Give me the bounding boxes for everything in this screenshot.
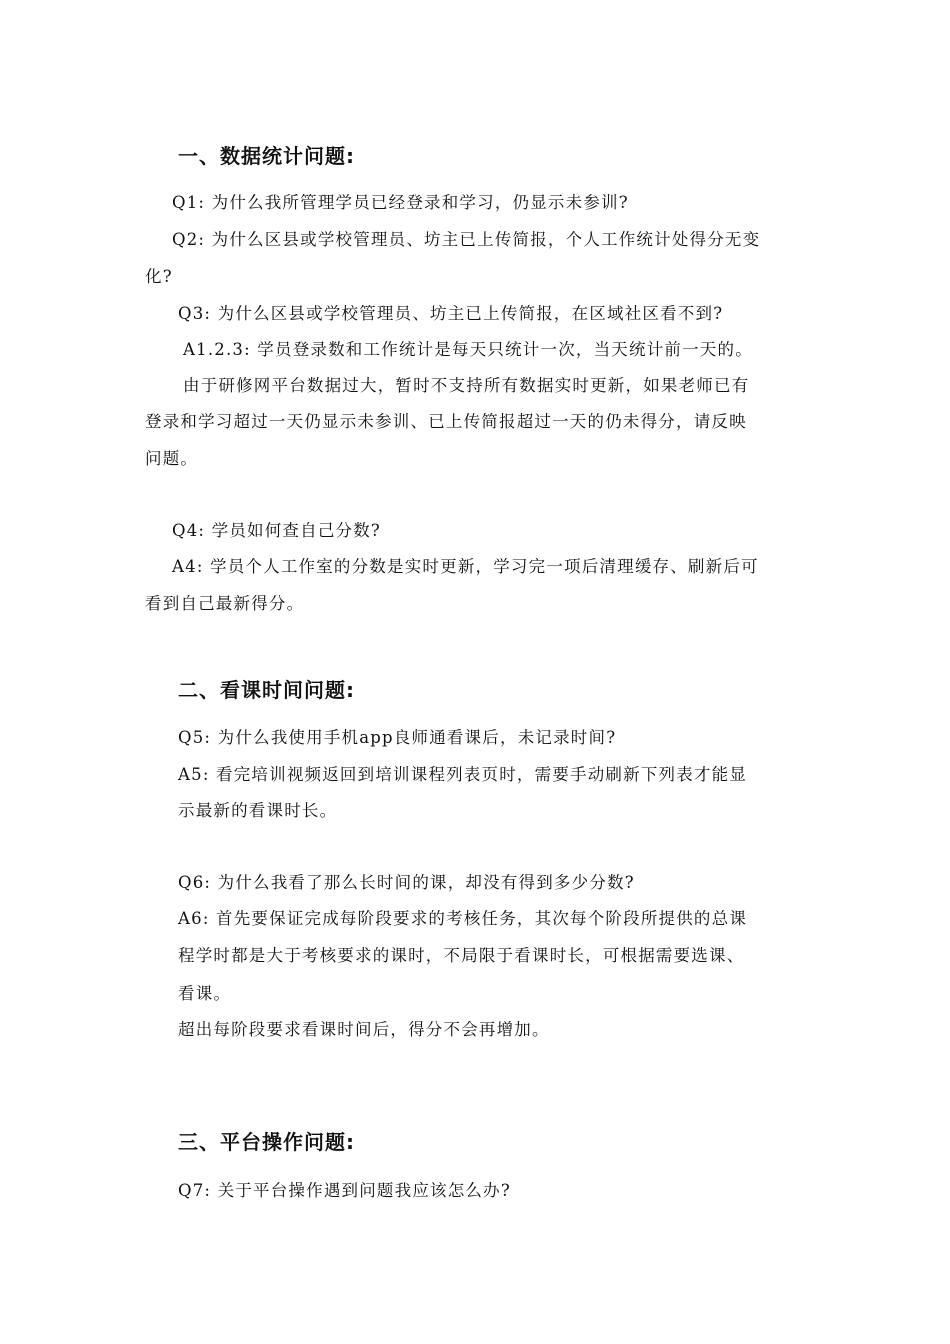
answer-a123-para-line1: 由于研修网平台数据过大，暂时不支持所有数据实时更新，如果老师已有 (183, 376, 750, 395)
answer-a4-line1: A4: 学员个人工作室的分数是实时更新，学习完一项后清理缓存、刷新后可 (172, 557, 759, 576)
question-q6: Q6: 为什么我看了那么长时间的课，却没有得到多少分数? (178, 873, 635, 892)
question-q4: Q4: 学员如何查自己分数? (172, 521, 381, 540)
question-q2-line1: Q2: 为什么区县或学校管理员、坊主已上传简报，个人工作统计处得分无变 (172, 230, 761, 249)
question-q2-line2: 化? (145, 267, 173, 286)
section-heading-platform-operation: 三、平台操作问题: (178, 1130, 355, 1154)
question-q7: Q7: 关于平台操作遇到问题我应该怎么办? (178, 1181, 511, 1200)
answer-a6-line1: A6: 首先要保证完成每阶段要求的考核任务，其次每个阶段所提供的总课 (178, 909, 748, 928)
answer-a123-para-line2: 登录和学习超过一天仍显示未参训、已上传简报超过一天的仍未得分，请反映 (145, 412, 747, 431)
answer-a6-line3: 看课。 (178, 984, 232, 1003)
answer-a5-line2: 示最新的看课时长。 (178, 801, 338, 820)
section-heading-course-time: 二、看课时间问题: (178, 678, 355, 702)
answer-a4-line2: 看到自己最新得分。 (145, 594, 305, 613)
answer-a6-line2: 程学时都是大于考核要求的课时，不局限于看课时长，可根据需要选课、 (178, 946, 745, 965)
answer-a123-para-line3: 问题。 (145, 449, 199, 468)
answer-a6-line4: 超出每阶段要求看课时间后，得分不会再增加。 (178, 1020, 550, 1039)
answer-a123: A1.2.3: 学员登录数和工作统计是每天只统计一次，当天统计前一天的。 (183, 340, 753, 359)
question-q3: Q3: 为什么区县或学校管理员、坊主已上传简报，在区域社区看不到? (178, 304, 724, 323)
answer-a5-line1: A5: 看完培训视频返回到培训课程列表页时，需要手动刷新下列表才能显 (178, 765, 748, 784)
section-heading-data-statistics: 一、数据统计问题: (178, 144, 355, 168)
question-q1: Q1: 为什么我所管理学员已经登录和学习，仍显示未参训? (172, 193, 629, 212)
question-q5: Q5: 为什么我使用手机app良师通看课后，未记录时间? (178, 728, 617, 747)
